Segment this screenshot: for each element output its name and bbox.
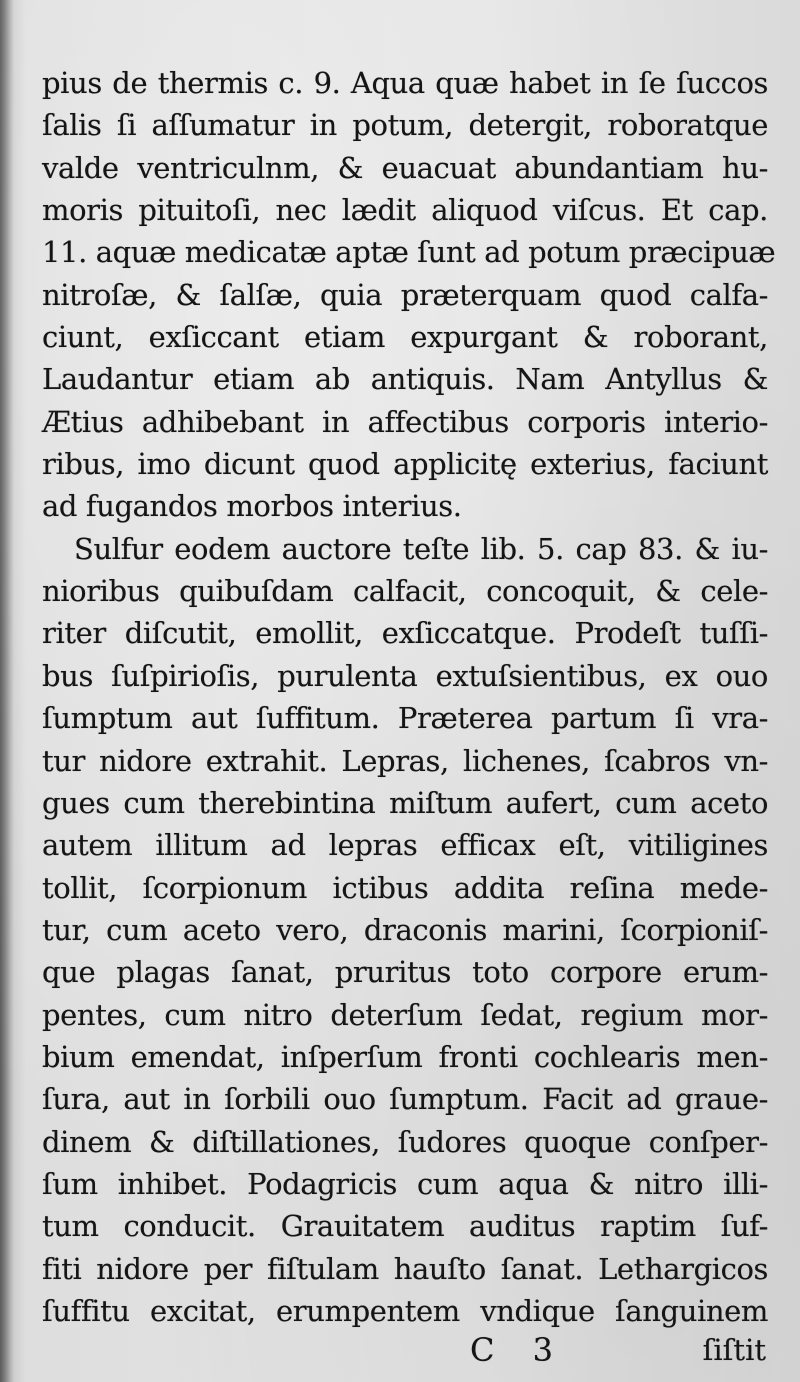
text-line: ad fugandos morbos interius.	[42, 489, 462, 524]
catchword: ſiſtit	[702, 1333, 766, 1367]
text-line: valde ventriculnm, & euacuat abundantiam hu-	[42, 150, 768, 185]
text-line: ſura, aut in ſorbili ouo ſumptum. Facit ad graue-	[42, 1082, 768, 1117]
text-line: ſalis ſi aſſumatur in potum, detergit, roboratque	[42, 108, 768, 143]
text-line: fiti nidore per fiſtulam hauſto ſanat. Lethargicos	[42, 1251, 768, 1286]
text-line: nitroſæ, & ſalſæ, quia præterquam quod calfa-	[42, 277, 768, 312]
text-line: que plagas ſanat, pruritus toto corpore erum-	[42, 955, 768, 990]
text-line: ſuffitu excitat, erumpentem vndique ſanguinem	[42, 1293, 768, 1328]
text-line: ſum inhibet. Podagricis cum aqua & nitro illi-	[42, 1166, 768, 1201]
text-line: moris pituitoſi, nec lædit aliquod viſcus. Et cap.	[42, 193, 768, 228]
text-line: autem illitum ad lepras efficax eſt, vitiligines	[42, 828, 768, 863]
text-line: riter diſcutit, emollit, exſiccatque. Prodeſt tuſſi-	[42, 616, 768, 651]
text-line: pius de thermis c. 9. Aqua quæ habet in ſe ſuccos	[42, 66, 768, 100]
text-line: tur nidore extrahit. Lepras, lichenes, ſcabros vn-	[42, 743, 768, 778]
signature-mark: C 3	[470, 1331, 568, 1369]
text-line: gues cum therebintina miſtum aufert, cum aceto	[42, 785, 768, 820]
text-line: Sulfur eodem auctore teſte lib. 5. cap 83. & iu-	[74, 531, 768, 566]
text-line: Laudantur etiam ab antiquis. Nam Antyllus &	[42, 362, 768, 397]
text-line: 11. aquæ medicatæ aptæ ſunt ad potum præcipuæ	[42, 235, 776, 270]
text-line: bus ſuſpirioſis, purulenta extuſsientibus, ex ouo	[42, 658, 768, 693]
text-line: Ætius adhibebant in affectibus corporis interio-	[42, 404, 768, 439]
text-line: ribus, imo dicunt quod applicitę exterius, faciunt	[42, 447, 768, 482]
body-text	[42, 62, 776, 1332]
text-line: pentes, cum nitro deterſum ſedat, regium mor-	[42, 997, 768, 1032]
text-line: tollit, ſcorpionum ictibus addita reſina mede-	[42, 870, 768, 905]
text-line: nioribus quibuſdam calfacit, concoquit, & cele-	[42, 574, 768, 609]
text-line: tum conducit. Grauitatem auditus raptim ſuf-	[42, 1209, 768, 1244]
text-line: tur, cum aceto vero, draconis marini, ſcorpioniſ-	[42, 912, 768, 947]
text-line: bium emendat, inſperſum fronti cochlearis men-	[42, 1039, 768, 1074]
text-line: ſumptum aut ſuffitum. Præterea partum ſi vra-	[42, 701, 768, 736]
text-line: dinem & diſtillationes, ſudores quoque conſper-	[42, 1124, 768, 1159]
text-line: ciunt, exſiccant etiam expurgant & roborant,	[42, 320, 768, 355]
page-footer	[0, 1328, 800, 1372]
